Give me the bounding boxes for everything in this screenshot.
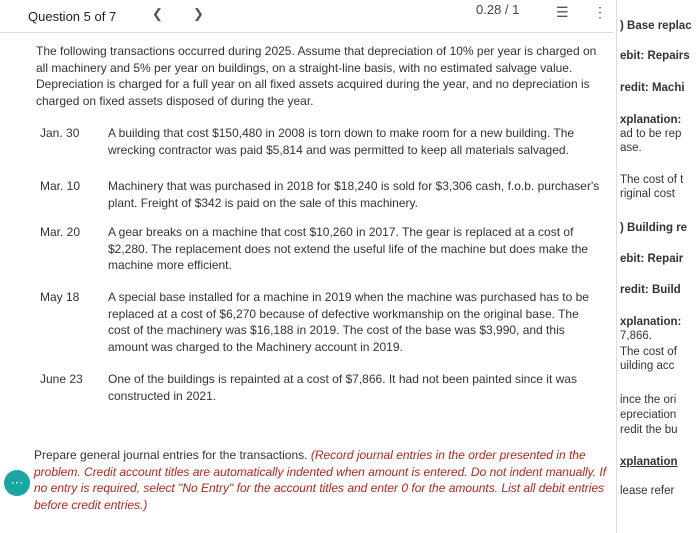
problem-intro: The following transactions occurred during 2025. Assume that depreciation of 10% per year is charged on all machinery and 5% per year on buildings, on a straight-line basis, with no estimated salvage value. Depreciation is charged for a full year on all fixed assets acquired during the year, and no depreciation is charged on fixed assets disposed of during the year. bbox=[36, 44, 597, 108]
chevron-right-icon[interactable]: ❯ bbox=[193, 6, 204, 21]
side-line: ince the ori bbox=[620, 394, 677, 406]
side-line: epreciation bbox=[620, 409, 677, 421]
side-line: redit the bu bbox=[620, 424, 678, 436]
chevron-left-icon[interactable]: ❮ bbox=[152, 6, 163, 21]
question-label: Question 5 of 7 bbox=[28, 9, 117, 24]
instructions-plain: Prepare general journal entries for the transactions. bbox=[34, 448, 311, 462]
more-vertical-icon[interactable]: ⋮ bbox=[593, 4, 607, 20]
side-line: redit: Build bbox=[620, 284, 681, 296]
side-line: ) Building re bbox=[620, 222, 688, 234]
side-line: xplanation: bbox=[620, 316, 682, 328]
transaction-text: One of the buildings is repainted at a cost of $7,866. It had not been painted since it was constructed in 2021. bbox=[108, 372, 577, 403]
score-display: 0.28 / 1 bbox=[476, 2, 520, 17]
side-line: lease refer bbox=[620, 485, 675, 497]
side-line: The cost of t bbox=[620, 174, 684, 186]
instructions-note: (Record journal entries in the order presented in the problem. Credit account titles are automatically indented when amount is entered. Do not indent manually. If no entry is required, select "No Entry" for the account titles and enter 0 for the amounts. List all debit entries before credit entries.) bbox=[34, 448, 607, 512]
transaction-date: May 18 bbox=[40, 290, 80, 304]
side-line: ebit: Repair bbox=[620, 253, 684, 265]
side-line: ase. bbox=[620, 142, 642, 154]
side-line: uilding acc bbox=[620, 360, 675, 372]
side-line: redit: Machi bbox=[620, 82, 685, 94]
solution-side-panel bbox=[616, 0, 700, 533]
side-line: xplanation bbox=[620, 456, 678, 468]
side-line: xplanation: bbox=[620, 114, 682, 126]
help-circle-icon[interactable]: ⋯ bbox=[4, 470, 30, 496]
transaction-text: Machinery that was purchased in 2018 for $18,240 is sold for $3,306 cash, f.o.b. purchaser's plant. Freight of $342 is paid on the sale of this machinery. bbox=[108, 179, 600, 210]
list-icon[interactable]: ☰ bbox=[556, 4, 569, 20]
side-line: ebit: Repairs bbox=[620, 50, 690, 62]
question-header bbox=[0, 0, 614, 33]
transaction-date: Mar. 20 bbox=[40, 225, 81, 239]
side-line: ad to be rep bbox=[620, 128, 682, 140]
transaction-text: A gear breaks on a machine that cost $10,260 in 2017. The gear is replaced at a cost of $2,280. The replacement does not extend the useful life of the machine but does make the machine more efficient. bbox=[108, 225, 589, 272]
side-line: riginal cost bbox=[620, 188, 675, 200]
transaction-date: Mar. 10 bbox=[40, 179, 81, 193]
transaction-date: Jan. 30 bbox=[40, 126, 80, 140]
question-content bbox=[0, 33, 614, 533]
transaction-text: A building that cost $150,480 in 2008 is torn down to make room for a new building. The wrecking contractor was paid $5,814 and was permitted to keep all materials salvaged. bbox=[108, 126, 575, 157]
instructions bbox=[34, 447, 614, 513]
side-line: The cost of bbox=[620, 346, 677, 358]
transaction-date: June 23 bbox=[40, 372, 83, 386]
side-line: ) Base replac bbox=[620, 20, 692, 32]
transaction-text: A special base installed for a machine in 2019 when the machine was purchased has to be replaced at a cost of $6,270 because of defective workmanship on the original base. The cost of the machinery was $16,188 in 2019. The cost of the base was $3,990, and this amount was charged to the Machinery account in 2019. bbox=[108, 290, 589, 354]
side-line: 7,866. bbox=[620, 330, 652, 342]
